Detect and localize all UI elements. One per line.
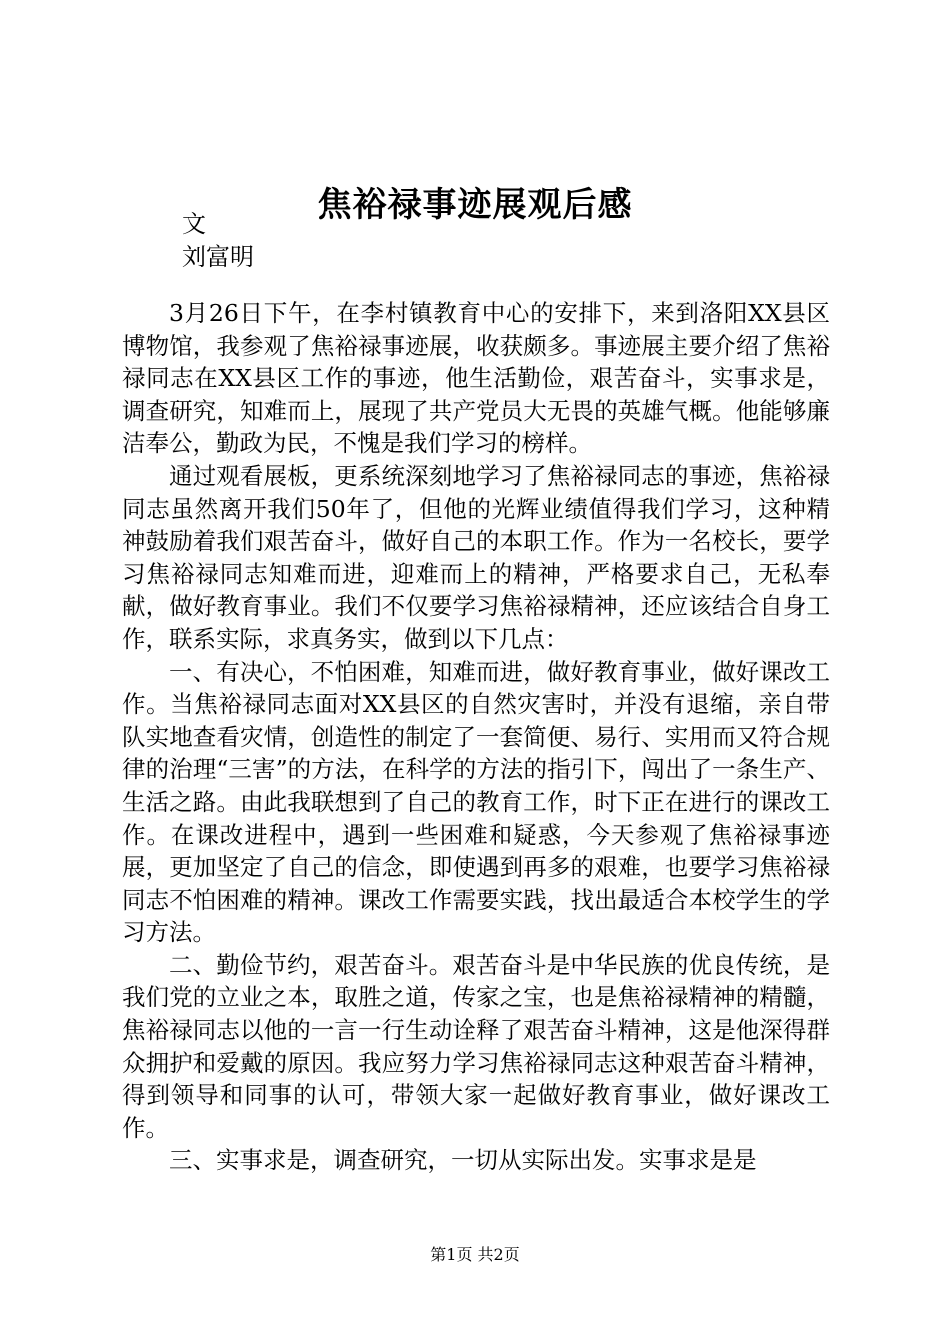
paragraph: 一、有决心，不怕困难，知难而进，做好教育事业，做好课改工作。当焦裕禄同志面对XX县区的自然灾害时，并没有退缩，亲自带队实地查看灾情，创造性的制定了一套简便、易行、实用而又符合规律的治理“三害”的方法，在科学的方法的指引下，闯出了一条生产、生活之路。由此我联想到了自己的教育工作，时下正在进行的课改工作。在课改进程中，遇到一些困难和疑惑，今天参观了焦裕禄事迹展，更加坚定了自己的信念，即使遇到再多的艰难，也要学习焦裕禄同志不怕困难的精神。课改工作需要实践，找出最适合本校学生的学习方法。 (122, 657, 830, 947)
paragraph: 三、实事求是，调查研究，一切从实际出发。实事求是是 (169, 1146, 757, 1175)
paragraph: 3月26日下午，在李村镇教育中心的安排下，来到洛阳XX县区博物馆，我参观了焦裕禄事迹展，收获颇多。事迹展主要介绍了焦裕禄同志在XX县区工作的事迹，他生活勤俭，艰苦奋斗，实事求是，调查研究，知难而上，展现了共产党员大无畏的英雄气概。他能够廉洁奉公，勤政为民，不愧是我们学习的榜样。 (122, 299, 830, 458)
author-name: 刘富明 (182, 243, 254, 271)
page-number: 第1页 共2页 (430, 1245, 520, 1264)
document-title: 焦裕禄事迹展观后感 (317, 184, 633, 225)
byline-label: 文 (182, 210, 206, 238)
paragraph: 二、勤俭节约，艰苦奋斗。艰苦奋斗是中华民族的优良传统，是我们党的立业之本，取胜之道，传家之宝，也是焦裕禄精神的精髓，焦裕禄同志以他的一言一行生动诠释了艰苦奋斗精神，这是他深得群众拥护和爱戴的原因。我应努力学习焦裕禄同志这种艰苦奋斗精神，得到领导和同事的认可，带领大家一起做好教育事业，做好课改工作。 (122, 950, 830, 1142)
paragraph: 通过观看展板，更系统深刻地学习了焦裕禄同志的事迹，焦裕禄同志虽然离开我们50年了，但他的光辉业绩值得我们学习，这种精神鼓励着我们艰苦奋斗，做好自己的本职工作。作为一名校长，要学习焦裕禄同志知难而进，迎难而上的精神，严格要求自己，无私奉献，做好教育事业。我们不仅要学习焦裕禄精神，还应该结合自身工作，联系实际，求真务实，做到以下几点： (122, 461, 830, 653)
document-body (122, 297, 830, 1177)
